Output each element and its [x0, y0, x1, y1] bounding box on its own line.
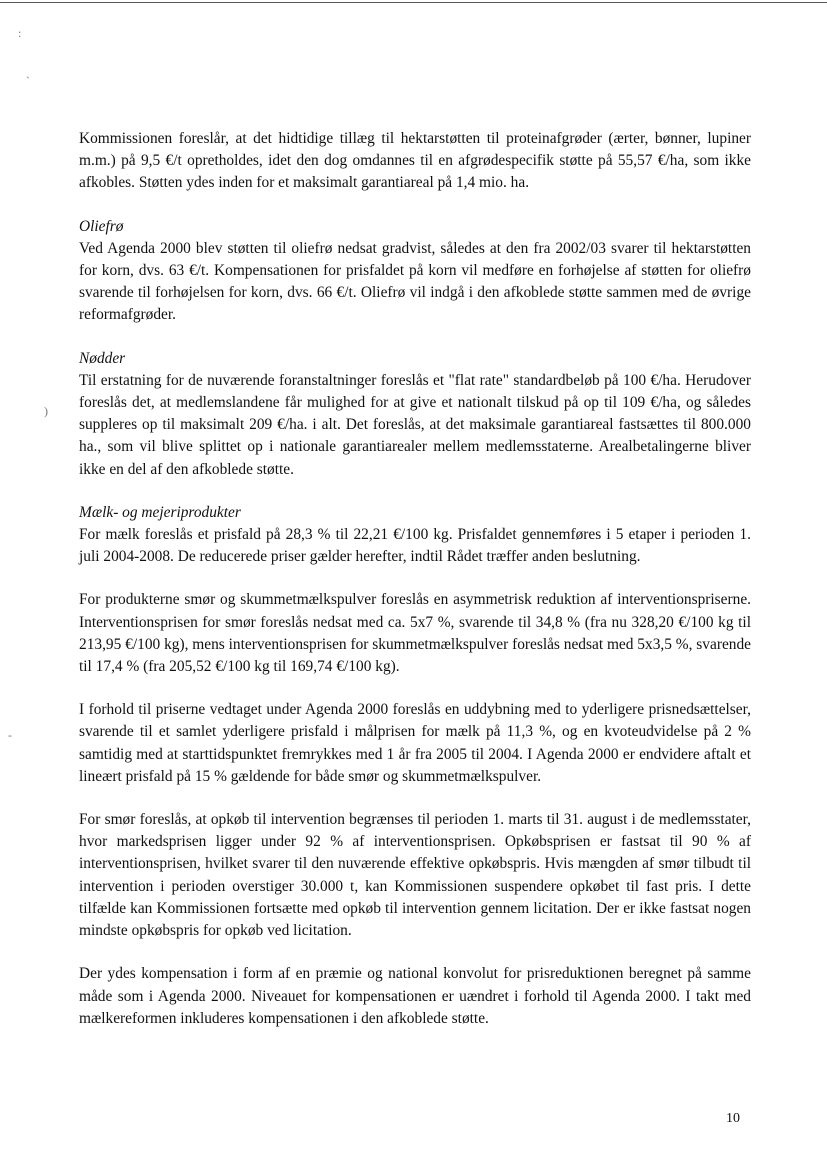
top-rule: [0, 2, 827, 3]
body-paragraph: Ved Agenda 2000 blev støtten til oliefrø nedsat gradvist, således at den fra 2002/03 svarer til hektarstøtten for korn, dvs. 63 €/t. Kompensationen for prisfaldet på korn vil medføre en forhøjelse af støtten for oliefrø svarende til forhøjelsen for korn, dvs. 66 €/t. Oliefrø vil indgå i den afkoblede støtte sammen med de øvrige reformafgrøder.: [79, 239, 751, 324]
section-heading: Nødder: [79, 349, 126, 367]
margin-mark: ): [44, 404, 48, 418]
section-block: [79, 348, 751, 481]
page-number: 10: [726, 1111, 740, 1126]
document-body: [79, 128, 751, 1051]
section-block: [79, 809, 751, 942]
body-paragraph: For mælk foreslås et prisfald på 28,3 % til 22,21 €/100 kg. Prisfaldet gennemføres i 5 etaper i perioden 1. juli 2004-2008. De reducerede priser gælder herefter, indtil Rådet træffer anden beslutning.: [79, 526, 751, 566]
body-paragraph: Der ydes kompensation i form af en præmie og national konvolut for prisreduktionen beregnet på samme måde som i Agenda 2000. Niveauet for kompensationen er uændret i forhold til Agenda 2000. I takt med mælkereformen inkluderes kompensationen i den afkoblede støtte.: [79, 965, 751, 1027]
section-heading: Mælk- og mejeriprodukter: [79, 503, 241, 521]
body-paragraph: For smør foreslås, at opkøb til intervention begrænses til perioden 1. marts til 31. august i de medlemsstater, hvor markedsprisen ligger under 92 % af interventionsprisen. Opkøbsprisen er fastsat til 90 % af interventionsprisen, hvilket svarer til den nuværende effektive opkøbspris. Hvis mængden af smør tilbudt til intervention i perioden overstiger 30.000 t, kan Kommissionen suspendere opkøbet til fast pris. I dette tilfælde kan Kommissionen fortsætte med opkøb til intervention gennem licitation. Der er ikke fastsat nogen mindste opkøbspris for opkøb ved licitation.: [79, 811, 751, 940]
body-paragraph: Kommissionen foreslår, at det hidtidige tillæg til hektarstøtten til proteinafgrøder (ærter, bønner, lupiner m.m.) på 9,5 €/t opretholdes, idet den dog omdannes til en afgrødespecifik støtte på 55,57 €/ha, som ikke afkobles. Støtten ydes inden for et maksimalt garantiareal på 1,4 mio. ha.: [79, 130, 751, 192]
section-block: [79, 963, 751, 1030]
margin-mark: :: [18, 26, 22, 40]
margin-mark: ˋ: [26, 74, 30, 88]
section-block: [79, 216, 751, 327]
section-block: [79, 128, 751, 195]
section-block: [79, 589, 751, 678]
body-paragraph: For produkterne smør og skummetmælkspulver foreslås en asymmetrisk reduktion af interventionspriserne. Interventionsprisen for smør foreslås nedsat med ca. 5x7 %, svarende til 34,8 % (fra nu 328,20 €/100 kg til 213,95 €/100 kg), mens interventionsprisen for skummetmælkspulver foreslås nedsat med 5x3,5 %, svarende til 17,4 % (fra 205,52 €/100 kg til 169,74 €/100 kg).: [79, 591, 751, 676]
section-block: [79, 502, 751, 569]
section-block: [79, 699, 751, 788]
body-paragraph: I forhold til priserne vedtaget under Agenda 2000 foreslås en uddybning med to yderligere prisnedsættelser, svarende til et samlet yderligere prisfald i målprisen for mælk på 11,3 %, og en kvoteudvidelse på 2 % samtidig med at starttidspunktet fremrykkes med 1 år fra 2005 til 2004. I Agenda 2000 er endvidere aftalt et lineært prisfald på 15 % gældende for både smør og skummetmælkspulver.: [79, 701, 751, 785]
body-paragraph: Til erstatning for de nuværende foranstaltninger foreslås et "flat rate" standardbeløb på 100 €/ha. Herudover foreslås det, at medlemslandene får mulighed for at give et nationalt tilskud på op til 109 €/ha, og således suppleres op til maksimalt 209 €/ha. i alt. Det foreslås, at det maksimale garantiareal fastsættes til 800.000 ha., som vil blive splittet op i nationale garantiarealer mellem medlemsstaterne. Arealbetalingerne bliver ikke en del af den afkoblede støtte.: [79, 371, 751, 478]
margin-mark: -: [8, 728, 12, 742]
section-heading: Oliefrø: [79, 217, 124, 235]
